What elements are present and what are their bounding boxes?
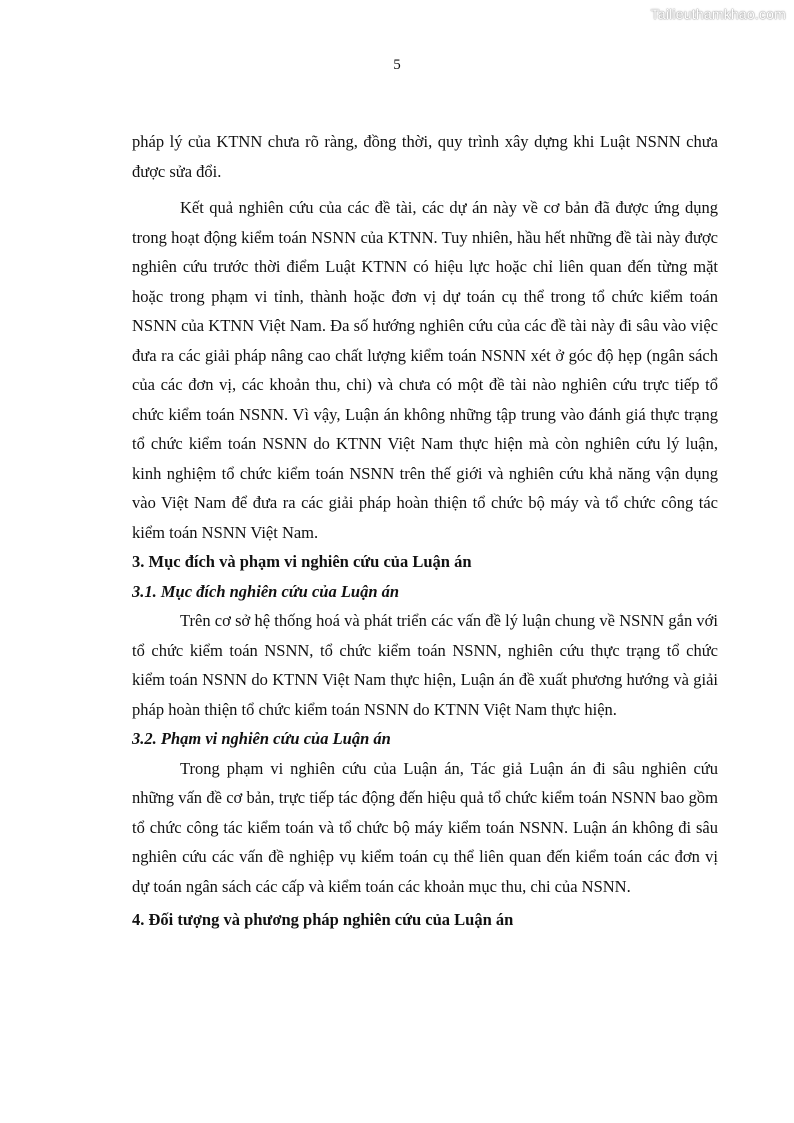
page-number: 5	[393, 57, 401, 73]
paragraph-research-results: Kết quả nghiên cứu của các đề tài, các dự án này về cơ bản đã được ứng dụng trong hoạt động kiểm toán NSNN của KTNN. Tuy nhiên, hầu hết những đề tài này được nghiên cứu trước thời điểm Luật KTNN có hiệu lực hoặc chỉ liên quan đến từng mặt hoặc trong phạm vi tỉnh, thành hoặc đơn vị dự toán cụ thể trong tổ chức kiểm toán NSNN của KTNN Việt Nam. Đa số hướng nghiên cứu của các đề tài này đi sâu vào việc đưa ra các giải pháp nâng cao chất lượng kiểm toán NSNN xét ở góc độ hẹp (ngân sách của các đơn vị, các khoản thu, chi) và chưa có một đề tài nào nghiên cứu trực tiếp tổ chức kiểm toán NSNN. Vì vậy, Luận án không những tập trung vào đánh giá thực trạng tổ chức kiểm toán NSNN do KTNN Việt Nam thực hiện mà còn nghiên cứu lý luận, kinh nghiệm tổ chức kiểm toán NSNN trên thế giới và nghiên cứu khả năng vận dụng vào Việt Nam để đưa ra các giải pháp hoàn thiện tổ chức bộ máy và tổ chức công tác kiểm toán NSNN Việt Nam.	[132, 198, 718, 542]
subsection-heading-3-1: 3.1. Mục đích nghiên cứu của Luận án	[132, 581, 400, 601]
subsection-heading-3-2: 3.2. Phạm vi nghiên cứu của Luận án	[132, 729, 391, 748]
paragraph-continuation: pháp lý của KTNN chưa rõ ràng, đồng thời, quy trình xây dựng khi Luật NSNN chưa được sửa đổi.	[132, 132, 718, 181]
watermark-text: Tailieuthamkhao.com	[650, 6, 786, 22]
section-heading-3: 3. Mục đích và phạm vi nghiên cứu của Luận án	[132, 552, 472, 571]
section-heading-4: 4. Đối tượng và phương pháp nghiên cứu của Luận án	[132, 910, 514, 929]
paragraph-purpose: Trên cơ sở hệ thống hoá và phát triển các vấn đề lý luận chung về NSNN gắn với tổ chức kiểm toán NSNN, tổ chức kiểm toán NSNN, nghiên cứu thực trạng tổ chức kiểm toán NSNN do KTNN Việt Nam thực hiện, Luận án đề xuất phương hướng và giải pháp hoàn thiện tổ chức kiểm toán NSNN do KTNN Việt Nam thực hiện.	[132, 611, 718, 719]
document-body	[132, 127, 718, 935]
paragraph-scope: Trong phạm vi nghiên cứu của Luận án, Tác giả Luận án đi sâu nghiên cứu những vấn đề cơ bản, trực tiếp tác động đến hiệu quả tổ chức kiểm toán NSNN bao gồm tổ chức công tác kiểm toán và tổ chức bộ máy kiểm toán NSNN. Luận án không đi sâu nghiên cứu các vấn đề nghiệp vụ kiểm toán cụ thể liên quan đến kiểm toán các đơn vị dự toán ngân sách các cấp và kiểm toán các khoản mục thu, chi của NSNN.	[132, 758, 718, 896]
